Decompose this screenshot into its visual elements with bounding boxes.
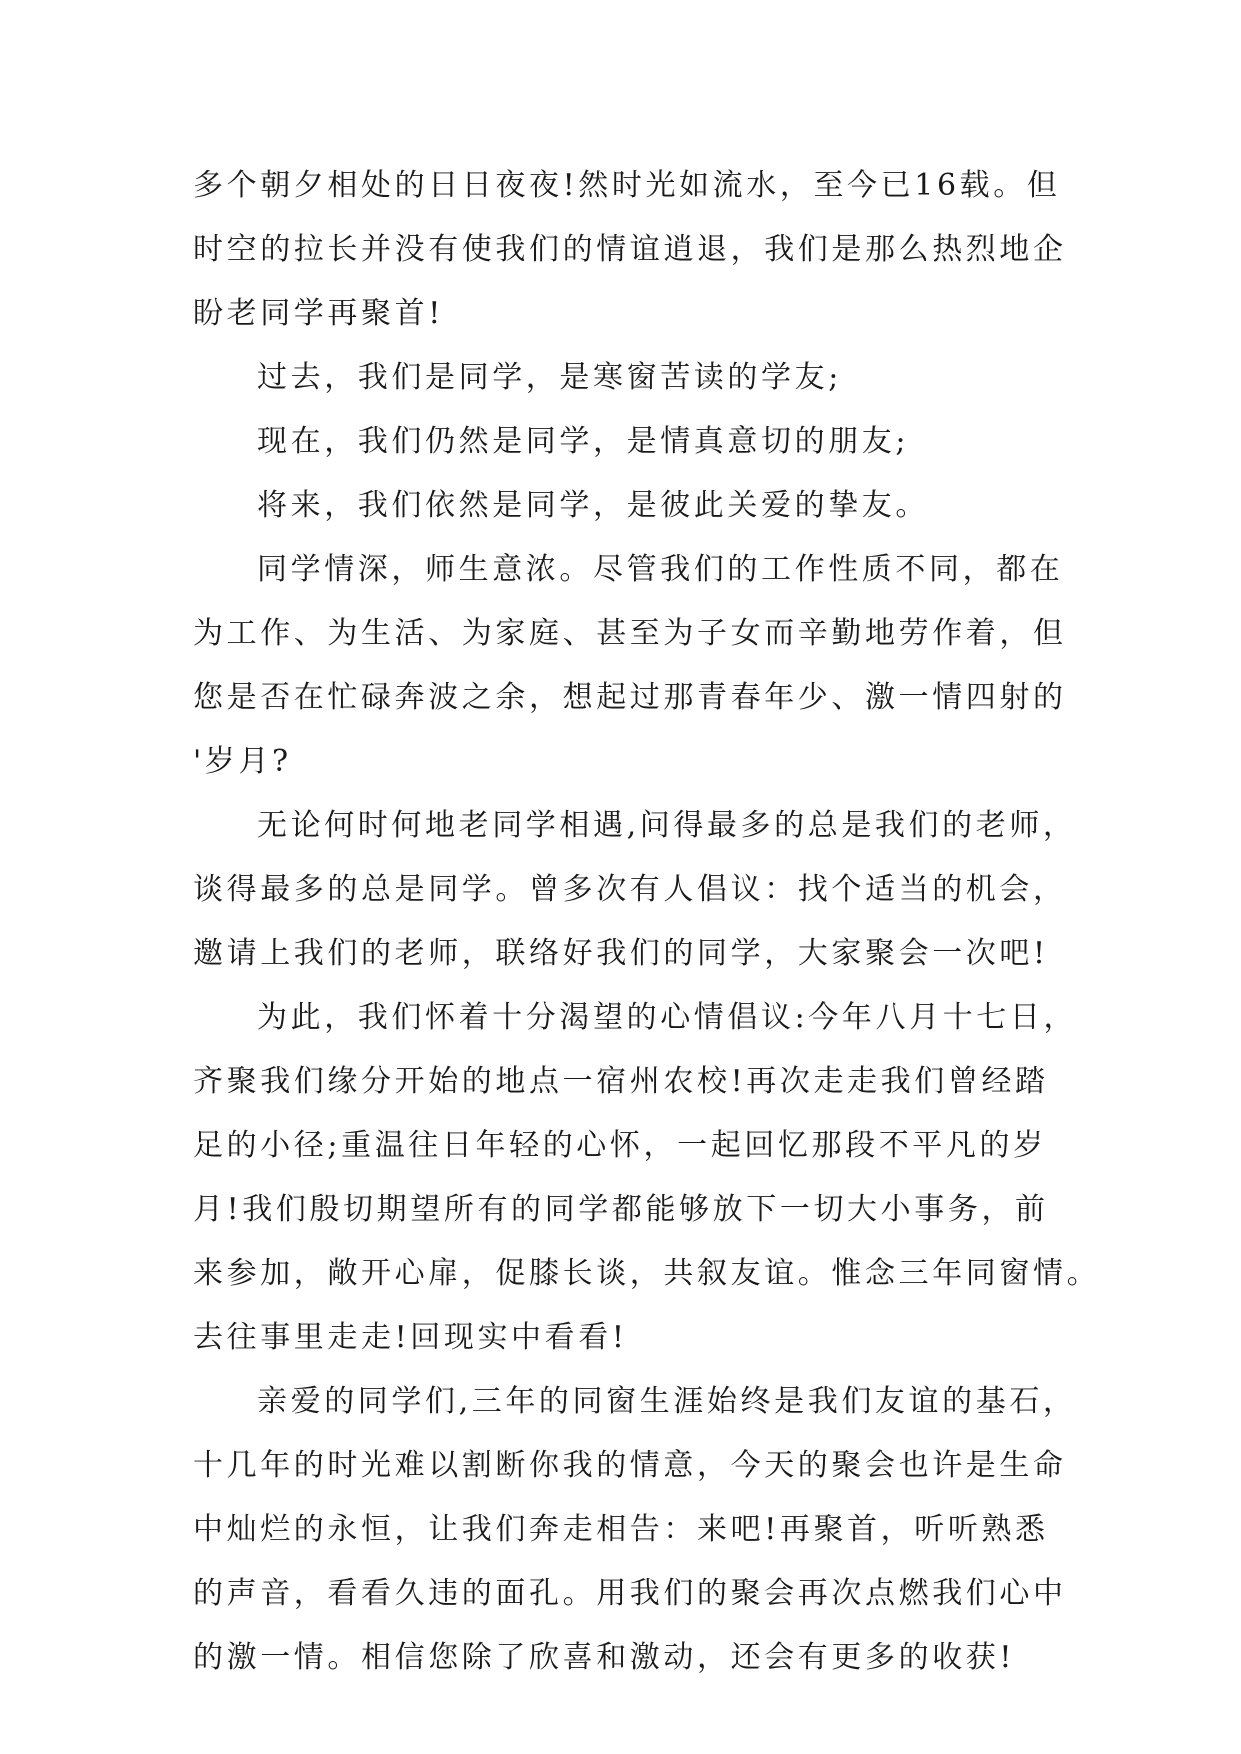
text-line: 同学情深，师生意浓。尽管我们的工作性质不同，都在 bbox=[257, 552, 1064, 587]
text-line: 亲爱的同学们,三年的同窗生涯始终是我们友谊的基石， bbox=[257, 1384, 1077, 1419]
text-line: 足的小径;重温往日年轻的心怀，一起回忆那段不平凡的岁 bbox=[193, 1128, 1047, 1163]
text-line: 中灿烂的永恒，让我们奔走相告：来吧!再聚首，听听熟悉 bbox=[193, 1512, 1049, 1547]
text-line: 现在，我们仍然是同学，是情真意切的朋友; bbox=[257, 424, 910, 459]
text-line: 去往事里走走!回现实中看看! bbox=[193, 1320, 628, 1355]
text-line: 邀请上我们的老师，联络好我们的同学，大家聚会一次吧! bbox=[193, 936, 1049, 971]
text-line: 为工作、为生活、为家庭、甚至为子女而辛勤地劳作着，但 bbox=[193, 616, 1067, 651]
text-line: 为此，我们怀着十分渴望的心情倡议:今年八月十七日， bbox=[257, 1000, 1078, 1035]
text-line: 的激一情。相信您除了欣喜和激动，还会有更多的收获! bbox=[193, 1640, 1016, 1675]
text-line: 十几年的时光难以割断你我的情意，今天的聚会也许是生命 bbox=[193, 1448, 1067, 1483]
document-body bbox=[193, 154, 1101, 1690]
text-line: 来参加，敞开心扉，促膝长谈，共叙友谊。惟念三年同窗情。 bbox=[193, 1256, 1101, 1291]
text-line: 过去，我们是同学，是寒窗苦读的学友; bbox=[257, 360, 842, 395]
text-line: 将来，我们依然是同学，是彼此关爱的挚友。 bbox=[257, 488, 929, 523]
text-line: 时空的拉长并没有使我们的情谊逍退，我们是那么热烈地企 bbox=[193, 232, 1067, 267]
text-line: 谈得最多的总是同学。曾多次有人倡议：找个适当的机会， bbox=[193, 872, 1067, 907]
text-line: 齐聚我们缘分开始的地点一宿州农校!再次走走我们曾经踏 bbox=[193, 1064, 1049, 1099]
text-line: 您是否在忙碌奔波之余，想起过那青春年少、激一情四射的 bbox=[193, 680, 1067, 715]
text-line: 多个朝夕相处的日日夜夜!然时光如流水，至今已16载。但 bbox=[193, 168, 1061, 203]
text-line: 月!我们殷切期望所有的同学都能够放下一切大小事务，前 bbox=[193, 1192, 1049, 1227]
text-line: 盼老同学再聚首! bbox=[193, 296, 444, 331]
text-line: '岁月? bbox=[193, 744, 292, 779]
text-line: 无论何时何地老同学相遇,问得最多的总是我们的老师， bbox=[257, 808, 1077, 843]
text-line: 的声音，看看久违的面孔。用我们的聚会再次点燃我们心中 bbox=[193, 1576, 1067, 1611]
